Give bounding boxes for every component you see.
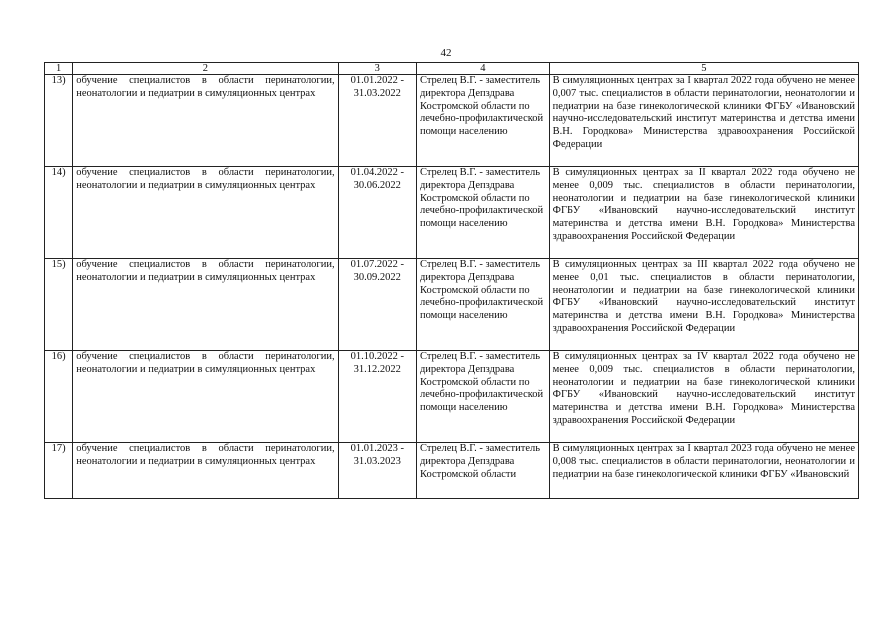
column-number-5: 5 [549, 63, 858, 75]
column-number-3: 3 [338, 63, 416, 75]
period-start: 01.01.2022 - [350, 75, 404, 86]
period-cell [338, 259, 416, 351]
period-cell [338, 75, 416, 167]
table-row [45, 443, 859, 499]
activity-cell: обучение специалистов в области перинатологии, неонатологии и педиатрии в симуляционных центрах [73, 75, 338, 167]
result-cell: В симуляционных центрах за III квартал 2022 года обучено не менее 0,01 тыс. специалистов в области перинатологии, неонатологии и педиатрии на базе гинекологической клиники ФГБУ «Ивановский научно-исследовательский институт материнства и детства имени В.Н. Городкова» Министерства здравоохранения Российской Федерации [549, 259, 858, 351]
activity-cell: обучение специалистов в области перинатологии, неонатологии и педиатрии в симуляционных центрах [73, 443, 338, 499]
column-number-1: 1 [45, 63, 73, 75]
activity-cell: обучение специалистов в области перинатологии, неонатологии и педиатрии в симуляционных центрах [73, 259, 338, 351]
period-cell [338, 167, 416, 259]
result-cell: В симуляционных центрах за II квартал 2022 года обучено не менее 0,009 тыс. специалистов в области перинатологии, неонатологии и педиатрии на базе гинекологической клиники ФГБУ «Ивановский научно-исследовательский институт материнства и детства имени В.Н. Городкова» Министерства здравоохранения Российской Федерации [549, 167, 858, 259]
period-cell [338, 351, 416, 443]
row-number: 15) [45, 259, 73, 351]
responsible-cell: Стрелец В.Г. - заместитель директора Депздрава Костромской области по лечебно-профилактической помощи населению [416, 351, 549, 443]
column-number-4: 4 [416, 63, 549, 75]
row-number: 14) [45, 167, 73, 259]
period-cell [338, 443, 416, 499]
period-start: 01.04.2022 - [350, 167, 404, 178]
period-start: 01.01.2023 - [350, 443, 404, 454]
column-number-2: 2 [73, 63, 338, 75]
column-number-row [45, 63, 859, 75]
period-end: 31.03.2023 [353, 455, 401, 467]
result-cell: В симуляционных центрах за I квартал 2023 года обучено не менее 0,008 тыс. специалистов в области перинатологии, неонатологии и педиатрии на базе гинекологической клиники ФГБУ «Ивановский [549, 443, 858, 499]
table-row [45, 259, 859, 351]
table-row [45, 75, 859, 167]
period-end: 31.12.2022 [353, 363, 401, 375]
responsible-cell: Стрелец В.Г. - заместитель директора Депздрава Костромской области по лечебно-профилактической помощи населению [416, 167, 549, 259]
row-number: 16) [45, 351, 73, 443]
result-cell: В симуляционных центрах за IV квартал 2022 года обучено не менее 0,009 тыс. специалистов в области перинатологии, неонатологии и педиатрии на базе гинекологической клиники ФГБУ «Ивановский научно-исследовательский институт материнства и детства имени В.Н. Городкова» Министерства здравоохранения Российской Федерации [549, 351, 858, 443]
result-cell: В симуляционных центрах за I квартал 2022 года обучено не менее 0,007 тыс. специалистов в области перинатологии, неонатологии и педиатрии на базе гинекологической клиники ФГБУ «Ивановский научно-исследовательский институт материнства и детства имени В.Н. Городкова» Министерства здравоохранения Российской Федерации [549, 75, 858, 167]
plan-table [44, 62, 859, 499]
period-start: 01.07.2022 - [350, 259, 404, 270]
row-number: 13) [45, 75, 73, 167]
activity-cell: обучение специалистов в области перинатологии, неонатологии и педиатрии в симуляционных центрах [73, 351, 338, 443]
period-end: 30.06.2022 [353, 179, 401, 191]
table-row [45, 351, 859, 443]
table-row [45, 167, 859, 259]
page-number: 42 [440, 47, 452, 59]
responsible-cell: Стрелец В.Г. - заместитель директора Депздрава Костромской области по лечебно-профилактической помощи населению [416, 75, 549, 167]
row-number: 17) [45, 443, 73, 499]
period-start: 01.10.2022 - [350, 351, 404, 362]
activity-cell: обучение специалистов в области перинатологии, неонатологии и педиатрии в симуляционных центрах [73, 167, 338, 259]
period-end: 30.09.2022 [353, 271, 401, 283]
responsible-cell: Стрелец В.Г. - заместитель директора Депздрава Костромской области [416, 443, 549, 499]
period-end: 31.03.2022 [353, 87, 401, 99]
responsible-cell: Стрелец В.Г. - заместитель директора Депздрава Костромской области по лечебно-профилактической помощи населению [416, 259, 549, 351]
